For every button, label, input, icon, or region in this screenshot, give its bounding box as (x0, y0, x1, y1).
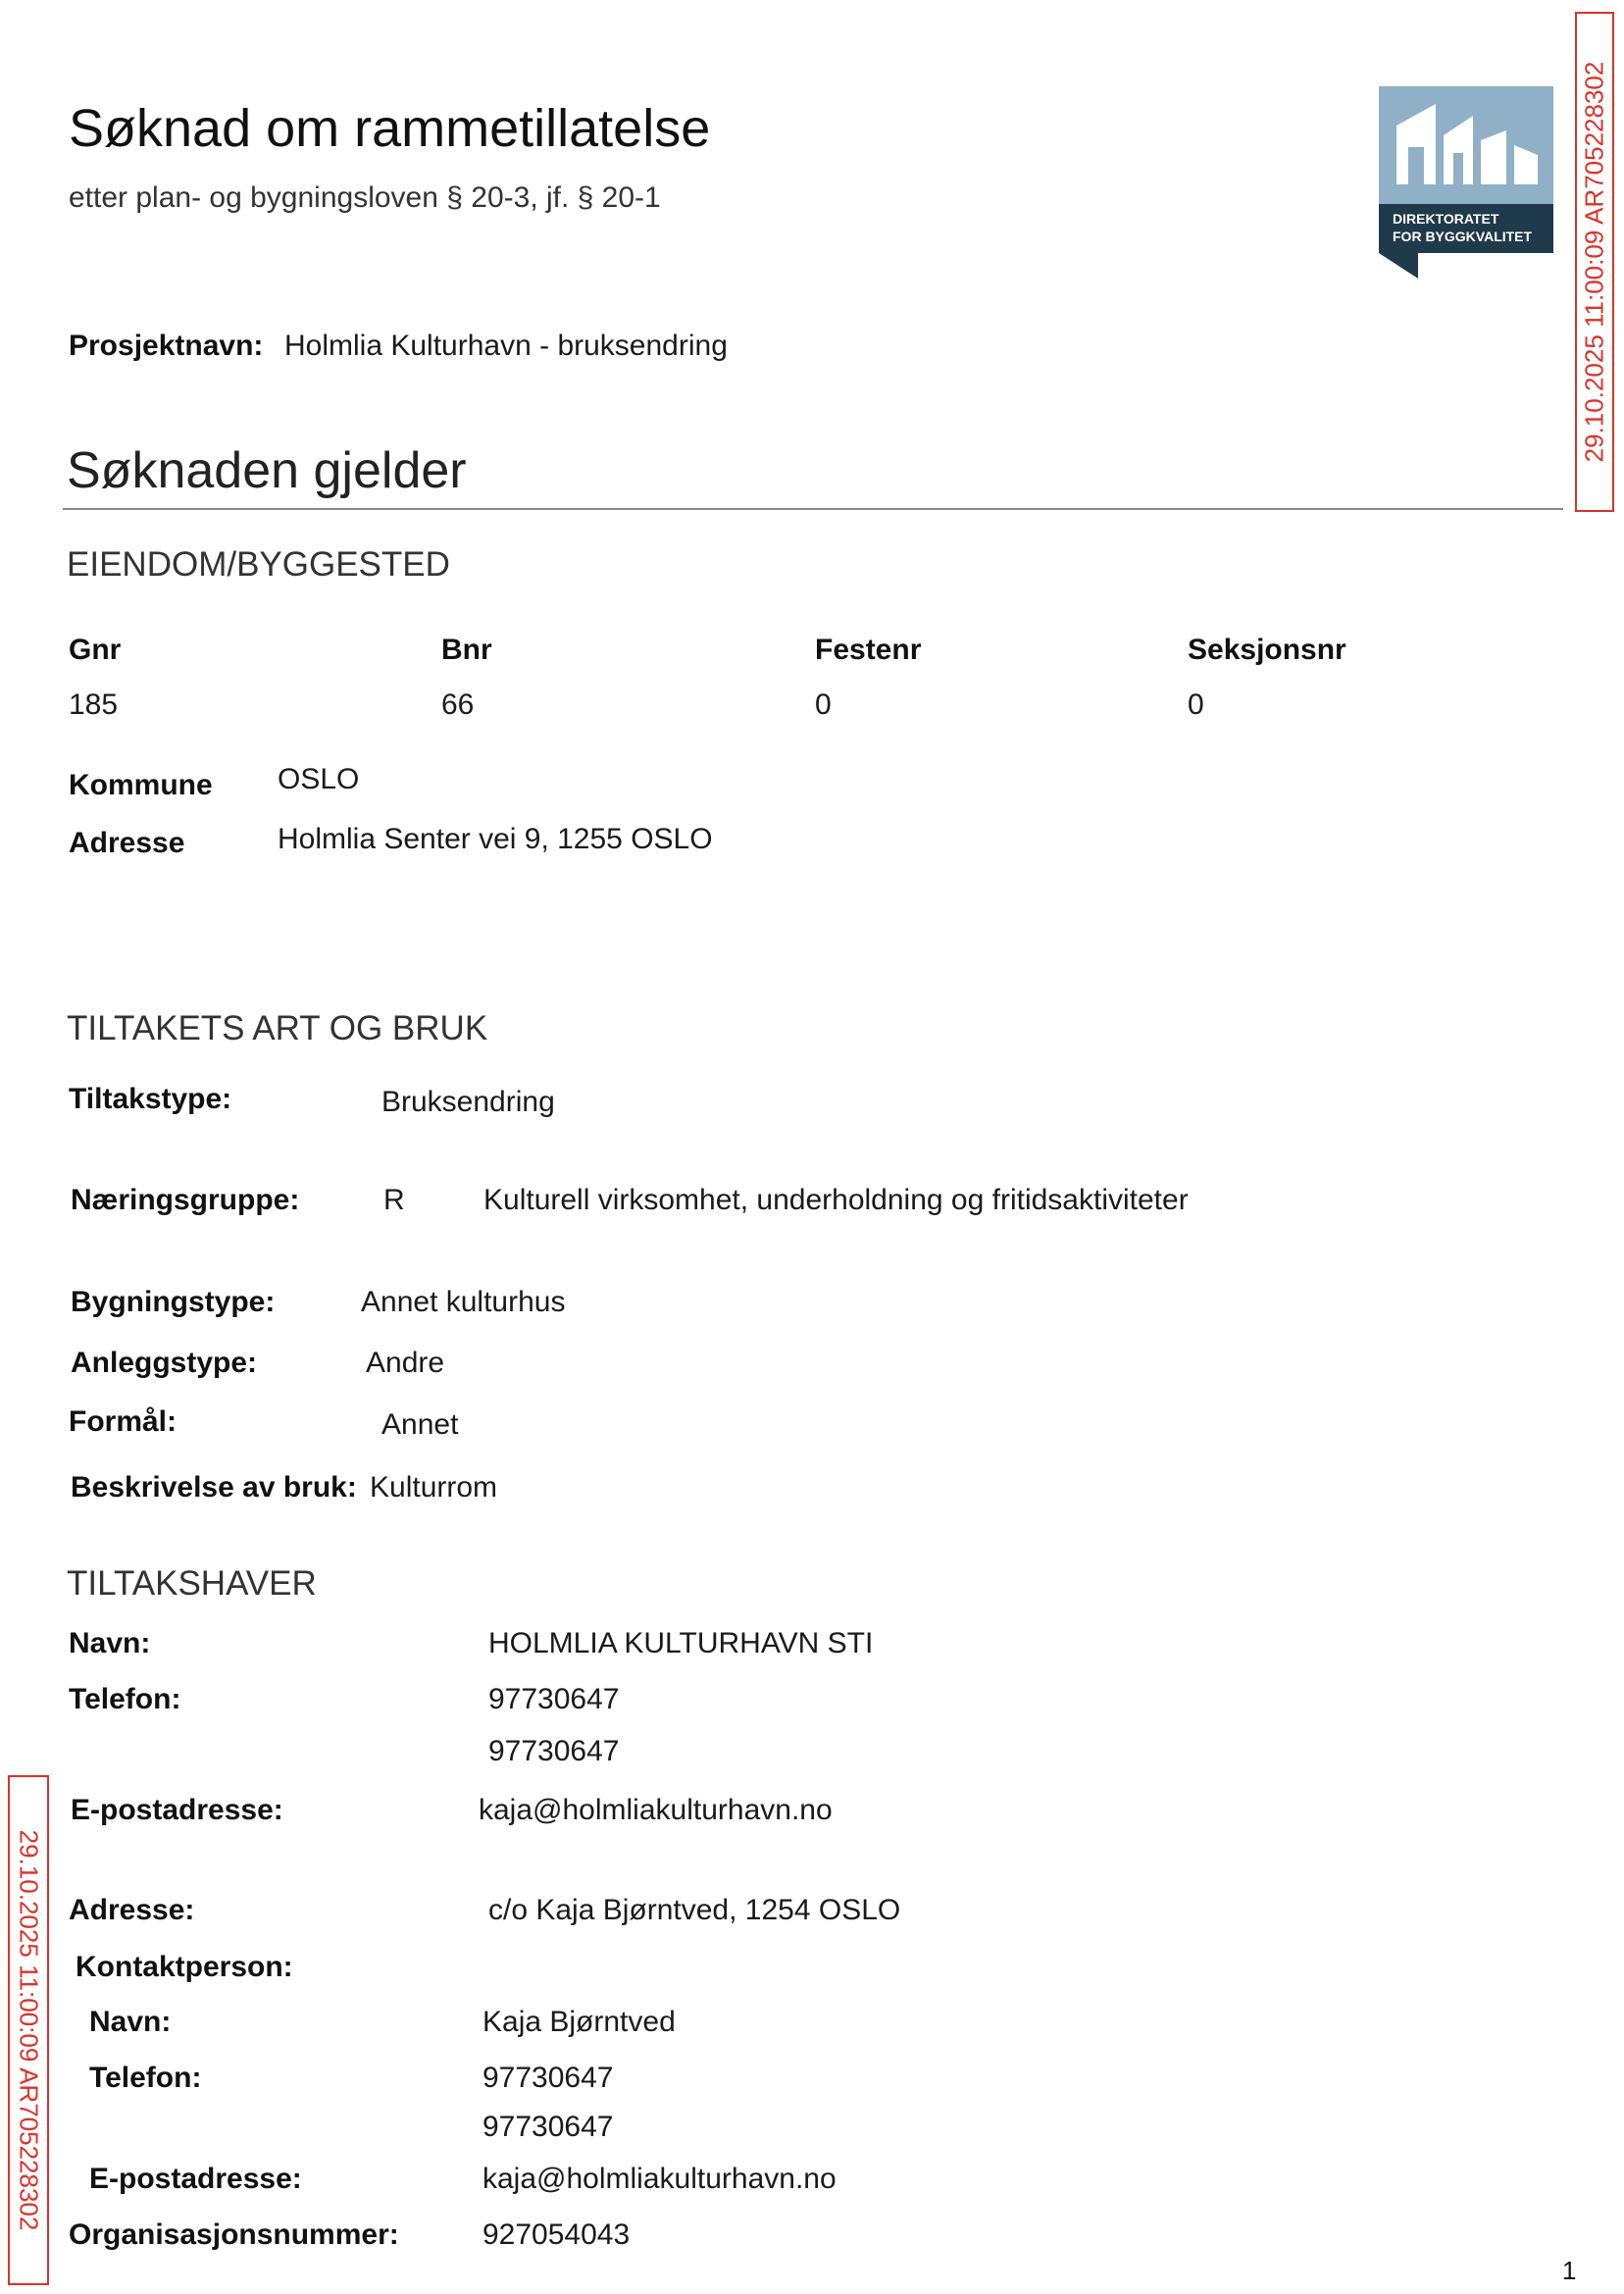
festenr-value: 0 (815, 688, 832, 721)
contact-email-label: E-postadresse: (89, 2163, 302, 2195)
property-address-label: Adresse (69, 827, 185, 859)
applicant-address-value: c/o Kaja Bjørntved, 1254 OSLO (488, 1894, 901, 1926)
tiltakstype-value: Bruksendring (381, 1086, 555, 1118)
stamp-text: 29.10.2025 11:00:09 AR705228302 (14, 1829, 44, 2231)
org-number-label: Organisasjonsnummer: (69, 2218, 399, 2251)
logo-line-2: FOR BYGGKVALITET (1393, 229, 1533, 244)
applicant-email-value: kaja@holmliakulturhavn.no (479, 1794, 833, 1826)
logo-line-1: DIREKTORATET (1393, 211, 1499, 227)
seksjonsnr-label: Seksjonsnr (1188, 634, 1346, 666)
project-name-label: Prosjektnavn: (69, 330, 264, 362)
stamp-text: 29.10.2025 11:00:09 AR705228302 (1579, 61, 1609, 463)
dibk-logo (1379, 86, 1553, 279)
applicant-phone-2: 97730647 (488, 1735, 620, 1767)
applicant-name-label: Navn: (69, 1627, 151, 1659)
building-logo-icon (1379, 86, 1553, 279)
bygningstype-label: Bygningstype: (71, 1286, 276, 1318)
document-subtitle: etter plan- og bygningsloven § 20-3, jf. § 20-1 (69, 181, 661, 214)
applicant-address-label: Adresse: (69, 1894, 195, 1926)
org-number-value: 927054043 (482, 2218, 631, 2251)
anleggstype-label: Anleggstype: (71, 1347, 258, 1379)
contact-name-label: Navn: (89, 2006, 172, 2038)
received-stamp-left (8, 1775, 49, 2285)
anleggstype-value: Andre (366, 1347, 445, 1379)
contact-phone-2: 97730647 (482, 2111, 614, 2143)
page-number: 1 (1562, 2256, 1577, 2285)
received-stamp-top (1575, 12, 1614, 512)
formaal-label: Formål: (69, 1405, 178, 1438)
kommune-label: Kommune (69, 769, 213, 801)
heading-divider (63, 508, 1563, 510)
bnr-label: Bnr (441, 634, 492, 666)
seksjonsnr-value: 0 (1188, 688, 1204, 721)
property-section-heading: EIENDOM/BYGGESTED (67, 545, 450, 584)
tiltakstype-label: Tiltakstype: (69, 1083, 232, 1115)
bnr-value: 66 (441, 688, 475, 721)
gnr-value: 185 (69, 688, 119, 721)
naeringsgruppe-value: Kulturell virksomhet, underholdning og fritidsaktiviteter (483, 1184, 1189, 1216)
festenr-label: Festenr (815, 634, 922, 666)
contact-name-value: Kaja Bjørntved (482, 2006, 676, 2038)
project-name-value: Holmlia Kulturhavn - bruksendring (284, 330, 728, 362)
naeringsgruppe-code: R (383, 1184, 405, 1216)
applicant-section-heading: TILTAKSHAVER (67, 1564, 317, 1603)
bygningstype-value: Annet kulturhus (361, 1286, 566, 1318)
beskrivelse-value: Kulturrom (370, 1471, 498, 1504)
applicant-phone-label: Telefon: (69, 1683, 181, 1715)
gnr-label: Gnr (69, 634, 122, 666)
contact-email-value: kaja@holmliakulturhavn.no (482, 2163, 837, 2195)
naeringsgruppe-label: Næringsgruppe: (71, 1184, 300, 1216)
measure-section-heading: TILTAKETS ART OG BRUK (67, 1009, 488, 1047)
application-heading: Søknaden gjelder (67, 442, 467, 499)
applicant-phone-1: 97730647 (488, 1683, 620, 1715)
contact-phone-1: 97730647 (482, 2062, 614, 2094)
applicant-email-label: E-postadresse: (71, 1794, 283, 1826)
applicant-name-value: HOLMLIA KULTURHAVN STI (488, 1627, 874, 1659)
document-title: Søknad om rammetillatelse (69, 99, 711, 158)
property-address-value: Holmlia Senter vei 9, 1255 OSLO (278, 823, 713, 855)
beskrivelse-label: Beskrivelse av bruk: (71, 1471, 357, 1504)
contact-phone-label: Telefon: (89, 2062, 202, 2094)
formaal-value: Annet (381, 1408, 459, 1441)
contact-person-label: Kontaktperson: (76, 1951, 293, 1983)
kommune-value: OSLO (278, 763, 360, 795)
